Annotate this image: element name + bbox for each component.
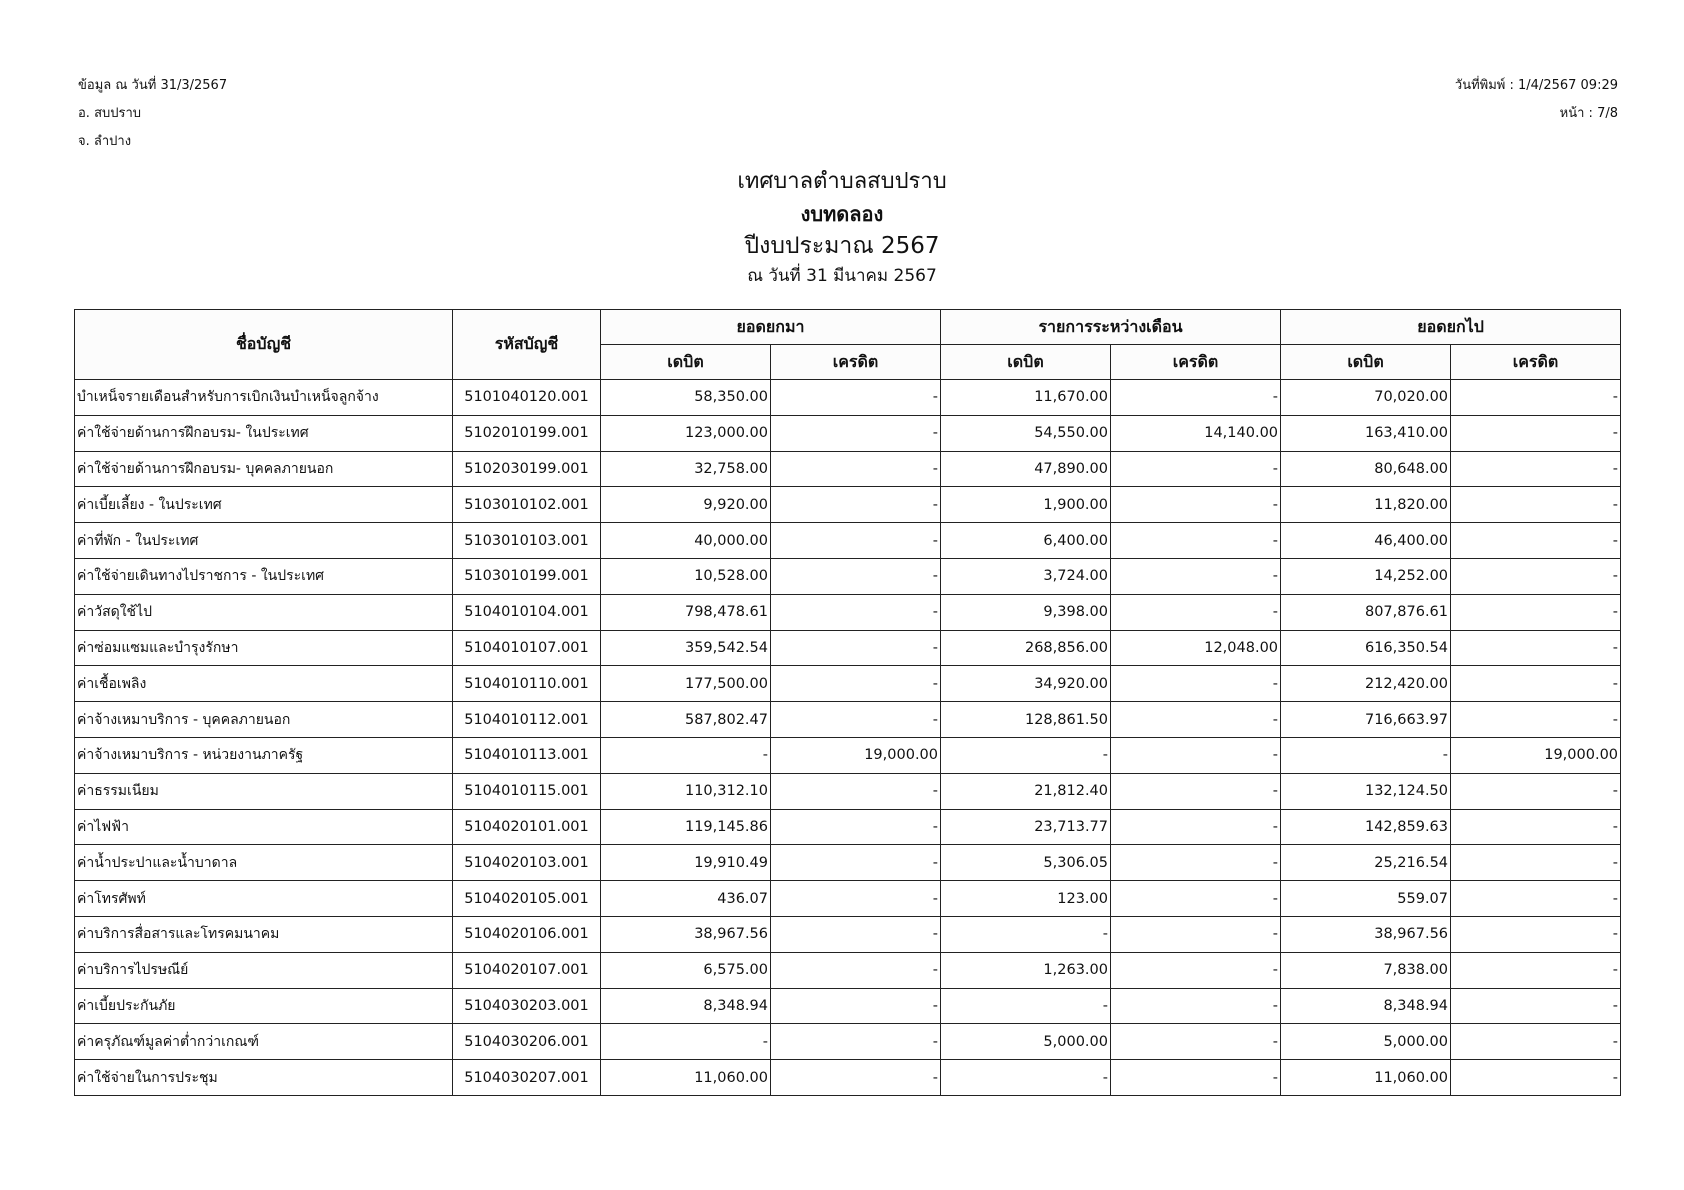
table-row [75, 1024, 1621, 1060]
opening-credit-cell: 19,000.00 [771, 737, 941, 773]
opening-credit-cell: - [771, 523, 941, 559]
account-name-cell: ค่าครุภัณฑ์มูลค่าต่ำกว่าเกณฑ์ [75, 1024, 453, 1060]
opening-credit-cell: - [771, 881, 941, 917]
closing-credit-cell: - [1451, 952, 1621, 988]
account-code-cell: 5102030199.001 [453, 451, 601, 487]
opening-credit-cell: - [771, 773, 941, 809]
closing-credit-cell: 19,000.00 [1451, 737, 1621, 773]
table-row [75, 630, 1621, 666]
opening-credit-cell: - [771, 1024, 941, 1060]
monthly-credit-cell: - [1111, 773, 1281, 809]
monthly-credit-cell: - [1111, 594, 1281, 630]
opening-debit-cell: 798,478.61 [601, 594, 771, 630]
monthly-debit-cell: 23,713.77 [941, 809, 1111, 845]
closing-debit-cell: 38,967.56 [1281, 916, 1451, 952]
district: อ. สบปราบ [78, 106, 142, 121]
opening-credit-cell: - [771, 845, 941, 881]
closing-debit-cell: 142,859.63 [1281, 809, 1451, 845]
account-name-cell: ค่าเบี้ยประกันภัย [75, 988, 453, 1024]
closing-credit-cell: - [1451, 558, 1621, 594]
closing-credit-cell: - [1451, 1024, 1621, 1060]
account-code-cell: 5103010103.001 [453, 523, 601, 559]
account-code-cell: 5104020101.001 [453, 809, 601, 845]
account-name-cell: ค่าบริการไปรษณีย์ [75, 952, 453, 988]
account-code-cell: 5104020106.001 [453, 916, 601, 952]
table-row [75, 415, 1621, 451]
province: จ. ลำปาง [78, 134, 132, 149]
closing-debit-cell: 616,350.54 [1281, 630, 1451, 666]
monthly-credit-cell: 14,140.00 [1111, 415, 1281, 451]
closing-debit-cell: 11,820.00 [1281, 487, 1451, 523]
opening-credit-cell: - [771, 809, 941, 845]
header-closing-credit: เครดิต [1451, 345, 1621, 380]
monthly-debit-cell: 5,306.05 [941, 845, 1111, 881]
monthly-credit-cell: - [1111, 1024, 1281, 1060]
account-code-cell: 5104010112.001 [453, 702, 601, 738]
account-code-cell: 5104030207.001 [453, 1060, 601, 1096]
closing-credit-cell: - [1451, 415, 1621, 451]
monthly-debit-cell: 268,856.00 [941, 630, 1111, 666]
organization-name: เทศบาลตำบลสบปราบ [737, 169, 947, 194]
opening-debit-cell: 9,920.00 [601, 487, 771, 523]
monthly-credit-cell: - [1111, 845, 1281, 881]
opening-credit-cell: - [771, 1060, 941, 1096]
opening-debit-cell: 436.07 [601, 881, 771, 917]
monthly-debit-cell: 3,724.00 [941, 558, 1111, 594]
closing-credit-cell: - [1451, 380, 1621, 416]
header-account-name: ชื่อบัญชี [75, 310, 453, 380]
closing-debit-cell: 163,410.00 [1281, 415, 1451, 451]
monthly-credit-cell: - [1111, 952, 1281, 988]
closing-credit-cell: - [1451, 845, 1621, 881]
monthly-debit-cell: - [941, 916, 1111, 952]
closing-credit-cell: - [1451, 630, 1621, 666]
closing-debit-cell: 7,838.00 [1281, 952, 1451, 988]
table-row [75, 737, 1621, 773]
header-opening-debit: เดบิต [601, 345, 771, 380]
opening-credit-cell: - [771, 487, 941, 523]
closing-debit-cell: 807,876.61 [1281, 594, 1451, 630]
print-date: วันที่พิมพ์ : 1/4/2567 09:29 [1454, 78, 1618, 93]
account-code-cell: 5104010115.001 [453, 773, 601, 809]
closing-debit-cell: 14,252.00 [1281, 558, 1451, 594]
account-code-cell: 5101040120.001 [453, 380, 601, 416]
opening-credit-cell: - [771, 380, 941, 416]
monthly-credit-cell: - [1111, 666, 1281, 702]
opening-debit-cell: 6,575.00 [601, 952, 771, 988]
opening-debit-cell: 32,758.00 [601, 451, 771, 487]
opening-credit-cell: - [771, 451, 941, 487]
table-row [75, 702, 1621, 738]
opening-credit-cell: - [771, 952, 941, 988]
account-name-cell: ค่าโทรศัพท์ [75, 881, 453, 917]
header-monthly-transactions: รายการระหว่างเดือน [941, 310, 1281, 345]
monthly-credit-cell: - [1111, 702, 1281, 738]
trial-balance-table [74, 309, 1621, 1096]
monthly-credit-cell: 12,048.00 [1111, 630, 1281, 666]
monthly-credit-cell: - [1111, 487, 1281, 523]
monthly-debit-cell: 1,263.00 [941, 952, 1111, 988]
monthly-debit-cell: 47,890.00 [941, 451, 1111, 487]
closing-credit-cell: - [1451, 594, 1621, 630]
monthly-debit-cell: - [941, 1060, 1111, 1096]
closing-credit-cell: - [1451, 702, 1621, 738]
account-name-cell: ค่าที่พัก - ในประเทศ [75, 523, 453, 559]
account-name-cell: บำเหน็จรายเดือนสำหรับการเบิกเงินบำเหน็จลูกจ้าง [75, 380, 453, 416]
opening-debit-cell: 110,312.10 [601, 773, 771, 809]
table-row [75, 487, 1621, 523]
header-monthly-debit: เดบิต [941, 345, 1111, 380]
account-code-cell: 5103010102.001 [453, 487, 601, 523]
table-row [75, 380, 1621, 416]
opening-credit-cell: - [771, 988, 941, 1024]
account-name-cell: ค่าจ้างเหมาบริการ - หน่วยงานภาครัฐ [75, 737, 453, 773]
table-row [75, 845, 1621, 881]
opening-debit-cell: 38,967.56 [601, 916, 771, 952]
table-row [75, 594, 1621, 630]
document-title: งบทดลอง [800, 202, 884, 226]
opening-debit-cell: 119,145.86 [601, 809, 771, 845]
account-code-cell: 5102010199.001 [453, 415, 601, 451]
monthly-debit-cell: - [941, 988, 1111, 1024]
report-meta-left [78, 72, 227, 156]
opening-debit-cell: 40,000.00 [601, 523, 771, 559]
monthly-debit-cell: 34,920.00 [941, 666, 1111, 702]
header-opening-balance: ยอดยกมา [601, 310, 941, 345]
opening-credit-cell: - [771, 594, 941, 630]
closing-debit-cell: 80,648.00 [1281, 451, 1451, 487]
table-row [75, 451, 1621, 487]
table-row [75, 1060, 1621, 1096]
account-name-cell: ค่าเชื้อเพลิง [75, 666, 453, 702]
header-account-code: รหัสบัญชี [453, 310, 601, 380]
monthly-debit-cell: 9,398.00 [941, 594, 1111, 630]
closing-credit-cell: - [1451, 666, 1621, 702]
closing-debit-cell: - [1281, 737, 1451, 773]
opening-debit-cell: 587,802.47 [601, 702, 771, 738]
monthly-debit-cell: 6,400.00 [941, 523, 1111, 559]
monthly-debit-cell: 5,000.00 [941, 1024, 1111, 1060]
closing-credit-cell: - [1451, 523, 1621, 559]
monthly-debit-cell: 1,900.00 [941, 487, 1111, 523]
opening-debit-cell: 177,500.00 [601, 666, 771, 702]
account-name-cell: ค่าซ่อมแซมและบำรุงรักษา [75, 630, 453, 666]
fiscal-year: ปีงบประมาณ 2567 [744, 233, 940, 259]
table-row [75, 809, 1621, 845]
opening-debit-cell: 58,350.00 [601, 380, 771, 416]
account-code-cell: 5104010113.001 [453, 737, 601, 773]
opening-credit-cell: - [771, 916, 941, 952]
account-code-cell: 5104010107.001 [453, 630, 601, 666]
closing-credit-cell: - [1451, 809, 1621, 845]
data-date: ข้อมูล ณ วันที่ 31/3/2567 [78, 78, 228, 93]
closing-credit-cell: - [1451, 487, 1621, 523]
monthly-debit-cell: 128,861.50 [941, 702, 1111, 738]
account-name-cell: ค่าจ้างเหมาบริการ - บุคคลภายนอก [75, 702, 453, 738]
opening-debit-cell: 10,528.00 [601, 558, 771, 594]
table-row [75, 988, 1621, 1024]
table-row [75, 773, 1621, 809]
monthly-credit-cell: - [1111, 1060, 1281, 1096]
monthly-debit-cell: - [941, 737, 1111, 773]
table-row [75, 952, 1621, 988]
closing-debit-cell: 5,000.00 [1281, 1024, 1451, 1060]
opening-credit-cell: - [771, 415, 941, 451]
account-name-cell: ค่าใช้จ่ายด้านการฝึกอบรม- ในประเทศ [75, 415, 453, 451]
closing-credit-cell: - [1451, 988, 1621, 1024]
opening-debit-cell: 123,000.00 [601, 415, 771, 451]
monthly-debit-cell: 123.00 [941, 881, 1111, 917]
account-code-cell: 5104020103.001 [453, 845, 601, 881]
account-name-cell: ค่าใช้จ่ายในการประชุม [75, 1060, 453, 1096]
closing-credit-cell: - [1451, 1060, 1621, 1096]
closing-debit-cell: 716,663.97 [1281, 702, 1451, 738]
closing-debit-cell: 25,216.54 [1281, 845, 1451, 881]
header-monthly-credit: เครดิต [1111, 345, 1281, 380]
closing-debit-cell: 8,348.94 [1281, 988, 1451, 1024]
table-row [75, 881, 1621, 917]
account-code-cell: 5104020105.001 [453, 881, 601, 917]
monthly-credit-cell: - [1111, 737, 1281, 773]
opening-debit-cell: 8,348.94 [601, 988, 771, 1024]
opening-credit-cell: - [771, 666, 941, 702]
closing-debit-cell: 70,020.00 [1281, 380, 1451, 416]
monthly-credit-cell: - [1111, 809, 1281, 845]
account-code-cell: 5104030203.001 [453, 988, 601, 1024]
closing-credit-cell: - [1451, 451, 1621, 487]
page-number: หน้า : 7/8 [1559, 106, 1618, 121]
closing-credit-cell: - [1451, 881, 1621, 917]
account-code-cell: 5104010110.001 [453, 666, 601, 702]
header-opening-credit: เครดิต [771, 345, 941, 380]
account-name-cell: ค่าน้ำประปาและน้ำบาดาล [75, 845, 453, 881]
table-row [75, 558, 1621, 594]
closing-debit-cell: 212,420.00 [1281, 666, 1451, 702]
table-header [75, 310, 1621, 380]
monthly-credit-cell: - [1111, 881, 1281, 917]
account-name-cell: ค่าไฟฟ้า [75, 809, 453, 845]
account-code-cell: 5104020107.001 [453, 952, 601, 988]
monthly-debit-cell: 54,550.00 [941, 415, 1111, 451]
report-titles [0, 166, 1684, 290]
table-body [75, 380, 1621, 1096]
account-code-cell: 5103010199.001 [453, 558, 601, 594]
table-row [75, 523, 1621, 559]
table-row [75, 666, 1621, 702]
opening-debit-cell: 19,910.49 [601, 845, 771, 881]
closing-debit-cell: 559.07 [1281, 881, 1451, 917]
closing-debit-cell: 46,400.00 [1281, 523, 1451, 559]
account-name-cell: ค่าใช้จ่ายเดินทางไปราชการ - ในประเทศ [75, 558, 453, 594]
closing-debit-cell: 132,124.50 [1281, 773, 1451, 809]
monthly-debit-cell: 21,812.40 [941, 773, 1111, 809]
monthly-credit-cell: - [1111, 380, 1281, 416]
account-name-cell: ค่าบริการสื่อสารและโทรคมนาคม [75, 916, 453, 952]
account-name-cell: ค่าเบี้ยเลี้ยง - ในประเทศ [75, 487, 453, 523]
monthly-debit-cell: 11,670.00 [941, 380, 1111, 416]
monthly-credit-cell: - [1111, 988, 1281, 1024]
header-closing-debit: เดบิต [1281, 345, 1451, 380]
account-code-cell: 5104030206.001 [453, 1024, 601, 1060]
account-name-cell: ค่าใช้จ่ายด้านการฝึกอบรม- บุคคลภายนอก [75, 451, 453, 487]
opening-credit-cell: - [771, 558, 941, 594]
opening-credit-cell: - [771, 630, 941, 666]
monthly-credit-cell: - [1111, 523, 1281, 559]
table-row [75, 916, 1621, 952]
closing-credit-cell: - [1451, 916, 1621, 952]
monthly-credit-cell: - [1111, 558, 1281, 594]
opening-credit-cell: - [771, 702, 941, 738]
opening-debit-cell: - [601, 737, 771, 773]
account-name-cell: ค่าธรรมเนียม [75, 773, 453, 809]
opening-debit-cell: 359,542.54 [601, 630, 771, 666]
closing-debit-cell: 11,060.00 [1281, 1060, 1451, 1096]
as-of-date: ณ วันที่ 31 มีนาคม 2567 [747, 266, 937, 286]
monthly-credit-cell: - [1111, 451, 1281, 487]
opening-debit-cell: - [601, 1024, 771, 1060]
monthly-credit-cell: - [1111, 916, 1281, 952]
opening-debit-cell: 11,060.00 [601, 1060, 771, 1096]
closing-credit-cell: - [1451, 773, 1621, 809]
account-code-cell: 5104010104.001 [453, 594, 601, 630]
account-name-cell: ค่าวัสดุใช้ไป [75, 594, 453, 630]
header-closing-balance: ยอดยกไป [1281, 310, 1621, 345]
report-meta-right [1455, 72, 1618, 128]
